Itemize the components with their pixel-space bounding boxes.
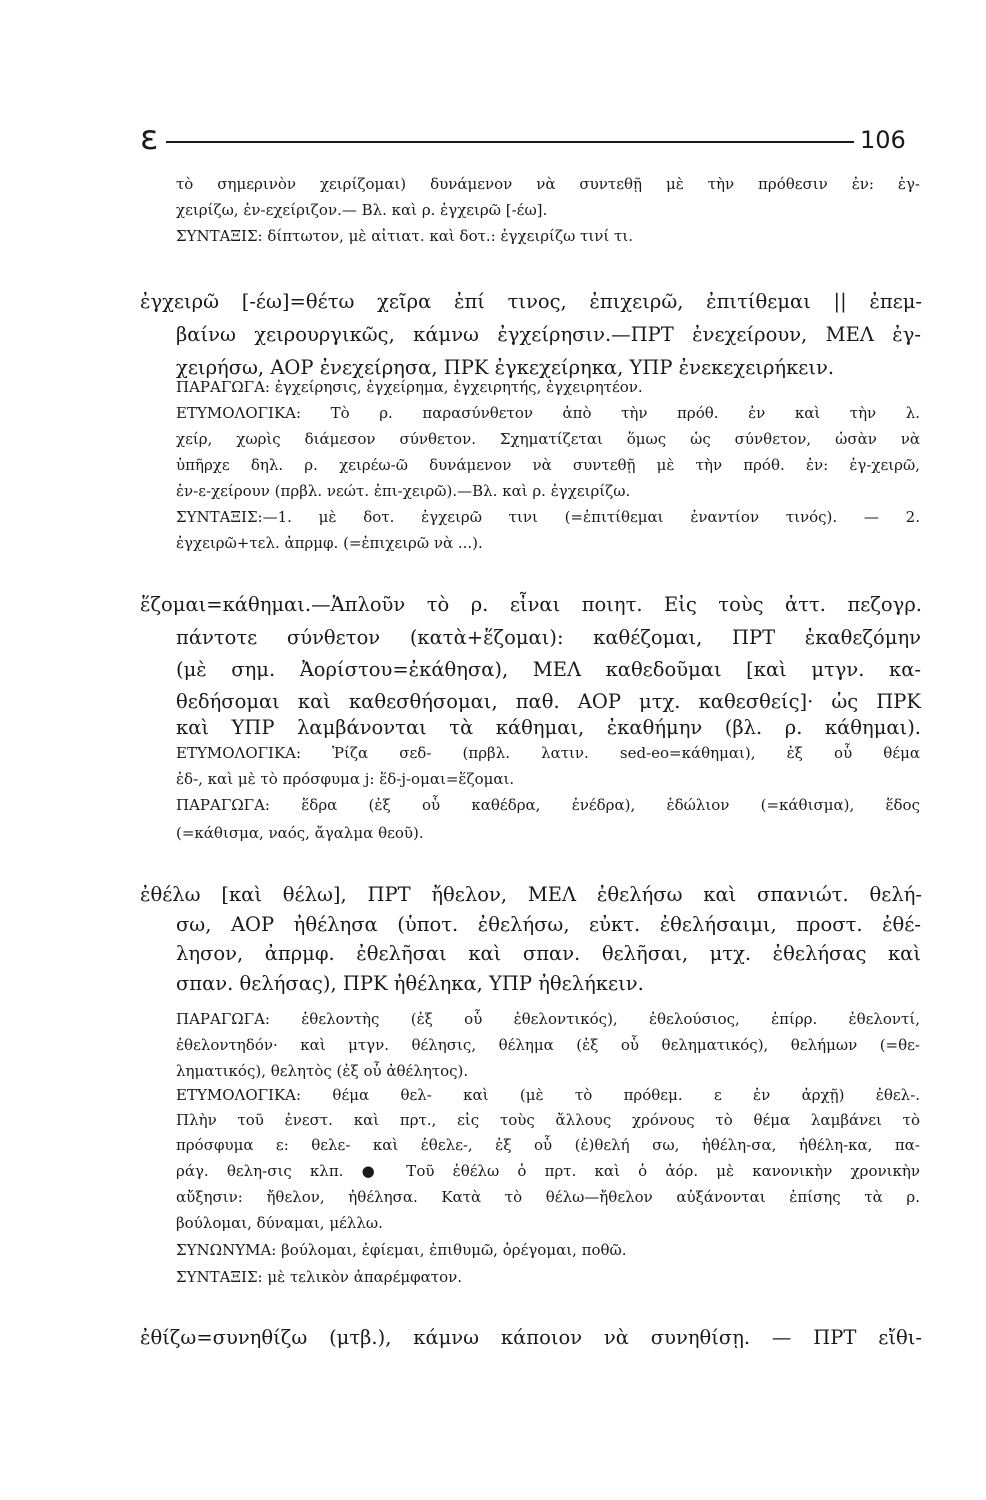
text-line: χειρίζω, ἐν-εχείριζον.— Βλ. καὶ ρ. ἐγχειρῶ [-έω].: [176, 201, 548, 219]
text-line: τὸ σημερινὸν χειρίζομαι) δυνάμενον νὰ συντεθῇ μὲ τὴν πρόθεσιν ἐν: ἐγ-: [176, 175, 920, 193]
text-line: ΠΑΡΑΓΩΓΑ: ἐθελοντὴς (ἐξ οὗ ἐθελοντικός), ἐθελούσιος, ἐπίρρ. ἐθελοντί,: [176, 1010, 920, 1028]
text-line: ἐγχειρῶ+τελ. ἀπρμφ. (=ἐπιχειρῶ νὰ ...).: [176, 534, 483, 552]
text-line: (=κάθισμα, ναός, ἄγαλμα θεοῦ).: [176, 824, 424, 842]
entry-headword-line: ἐθίζω=συνηθίζω (μτβ.), κάμνω κάποιον νὰ συνηθίσῃ. — ΠΡΤ εἴθι-: [140, 1326, 922, 1349]
entry-headword-line: ἐγχειρῶ [-έω]=θέτω χεῖρα ἐπί τινος, ἐπιχειρῶ, ἐπιτίθεμαι || ἐπεμ-: [140, 290, 922, 313]
text-line: σπαν. θελήσας), ΠΡΚ ἠθέληκα, ΥΠΡ ἠθελήκειν.: [176, 972, 644, 995]
page-number: 106: [860, 126, 906, 154]
text-line: πάντοτε σύνθετον (κατὰ+ἕζομαι): καθέζομαι, ΠΡΤ ἐκαθεζόμην: [176, 626, 921, 649]
text-line: ράγ. θελη-σις κλπ. ● Τοῦ ἐθέλω ὁ πρτ. καὶ ὁ ἀόρ. μὲ κανονικὴν χρονικὴν: [176, 1162, 920, 1180]
text-line: θεδήσομαι καὶ καθεσθήσομαι, παθ. ΑΟΡ μτχ. καθεσθείς]· ὡς ΠΡΚ: [176, 690, 921, 713]
text-line: βαίνω χειρουργικῶς, κάμνω ἐγχείρησιν.—ΠΡΤ ἐνεχείρουν, ΜΕΛ ἐγ-: [176, 323, 921, 346]
text-line: ληματικός), θελητὸς (ἐξ οὗ ἀθέλητος).: [176, 1062, 469, 1080]
text-line: ΣΥΝΤΑΞΙΣ: δίπτωτον, μὲ αἰτιατ. καὶ δοτ.: ἐγχειρίζω τινί τι.: [176, 227, 633, 245]
text-line: σω, ΑΟΡ ἠθέλησα (ὑποτ. ἐθελήσω, εὐκτ. ἐθελήσαιμι, προστ. ἐθέ-: [176, 913, 921, 936]
text-line: (μὲ σημ. Ἀορίστου=ἐκάθησα), ΜΕΛ καθεδοῦμαι [καὶ μτγν. κα-: [176, 658, 921, 681]
text-line: ΣΥΝΩΝΥΜΑ: βούλομαι, ἐφίεμαι, ἐπιθυμῶ, ὀρέγομαι, ποθῶ.: [176, 1241, 627, 1259]
entry-headword-line: ἐθέλω [καὶ θέλω], ΠΡΤ ἤθελον, ΜΕΛ ἐθελήσω καὶ σπανιώτ. θελή-: [140, 883, 922, 906]
text-line: ὑπῆρχε δηλ. ρ. χειρέω-ῶ δυνάμενον νὰ συντεθῇ μὲ τὴν πρόθ. ἐν: ἐγ-χειρῶ,: [176, 456, 920, 474]
text-line: ΣΥΝΤΑΞΙΣ: μὲ τελικὸν ἀπαρέμφατον.: [176, 1268, 462, 1286]
text-line: πρόσφυμα ε: θελε- καὶ ἐθελε-, ἐξ οὗ (ἐ)θελή σω, ἠθέλη-σα, ἠθέλη-κα, πα-: [176, 1136, 920, 1154]
text-line: ΠΑΡΑΓΩΓΑ: ἐγχείρησις, ἐγχείρημα, ἐγχειρητής, ἐγχειρητέον.: [176, 378, 643, 396]
text-line: χείρ, χωρὶς διάμεσον σύνθετον. Σχηματίζεται ὅμως ὡς σύνθετον, ὡσὰν νὰ: [176, 430, 920, 448]
text-line: καὶ ΥΠΡ λαμβάνονται τὰ κάθημαι, ἐκαθήμην (βλ. ρ. κάθημαι).: [176, 716, 921, 739]
text-line: βούλομαι, δύναμαι, μέλλω.: [176, 1214, 383, 1232]
text-line: Πλὴν τοῦ ἐνεστ. καὶ πρτ., εἰς τοὺς ἄλλους χρόνους τὸ θέμα λαμβάνει τὸ: [176, 1111, 920, 1129]
text-line: ΣΥΝΤΑΞΙΣ:—1. μὲ δοτ. ἐγχειρῶ τινι (=ἐπιτίθεμαι ἐναντίον τινός). — 2.: [176, 508, 920, 526]
text-line: ΕΤΥΜΟΛΟΓΙΚΑ: Τὸ ρ. παρασύνθετον ἀπὸ τὴν πρόθ. ἐν καὶ τὴν λ.: [176, 404, 920, 422]
text-line: ἐν-ε-χείρουν (πρβλ. νεώτ. ἐπι-χειρῶ).—Βλ. καὶ ρ. ἐγχειρίζω.: [176, 482, 631, 500]
text-line: ΕΤΥΜΟΛΟΓΙΚΑ: θέμα θελ- καὶ (μὲ τὸ πρόθεμ. ε ἐν ἀρχῇ) ἐθελ-.: [176, 1086, 920, 1104]
entry-headword-line: ἕζομαι=κάθημαι.—Ἁπλοῦν τὸ ρ. εἶναι ποιητ. Εἰς τοὺς ἀττ. πεζογρ.: [140, 593, 922, 616]
header-rule: [166, 141, 854, 143]
text-line: ΠΑΡΑΓΩΓΑ: ἕδρα (ἐξ οὗ καθέδρα, ἐνέδρα), ἑδώλιον (=κάθισμα), ἕδος: [176, 796, 920, 814]
text-line: ἑδ-, καὶ μὲ τὸ πρόσφυμα j: ἕδ-j-ομαι=ἕζομαι.: [176, 770, 515, 788]
text-line: λησον, ἀπρμφ. ἐθελῆσαι καὶ σπαν. θελῆσαι, μτχ. ἐθελήσας καὶ: [176, 942, 921, 965]
section-letter: ε: [140, 118, 159, 158]
text-line: ΕΤΥΜΟΛΟΓΙΚΑ: Ῥίζα σεδ- (πρβλ. λατιν. sed-eo=κάθημαι), ἐξ οὗ θέμα: [176, 744, 920, 762]
text-line: ἐθελοντηδόν· καὶ μτγν. θέλησις, θέλημα (ἐξ οὗ θεληματικός), θελήμων (=θε-: [176, 1036, 920, 1054]
text-line: χειρήσω, ΑΟΡ ἐνεχείρησα, ΠΡΚ ἐγκεχείρηκα, ΥΠΡ ἐνεκεχειρήκειν.: [176, 356, 835, 379]
text-line: αὔξησιν: ἤθελον, ἠθέλησα. Κατὰ τὸ θέλω—ἤθελον αὐξάνονται ἐπίσης τὰ ρ.: [176, 1188, 920, 1206]
